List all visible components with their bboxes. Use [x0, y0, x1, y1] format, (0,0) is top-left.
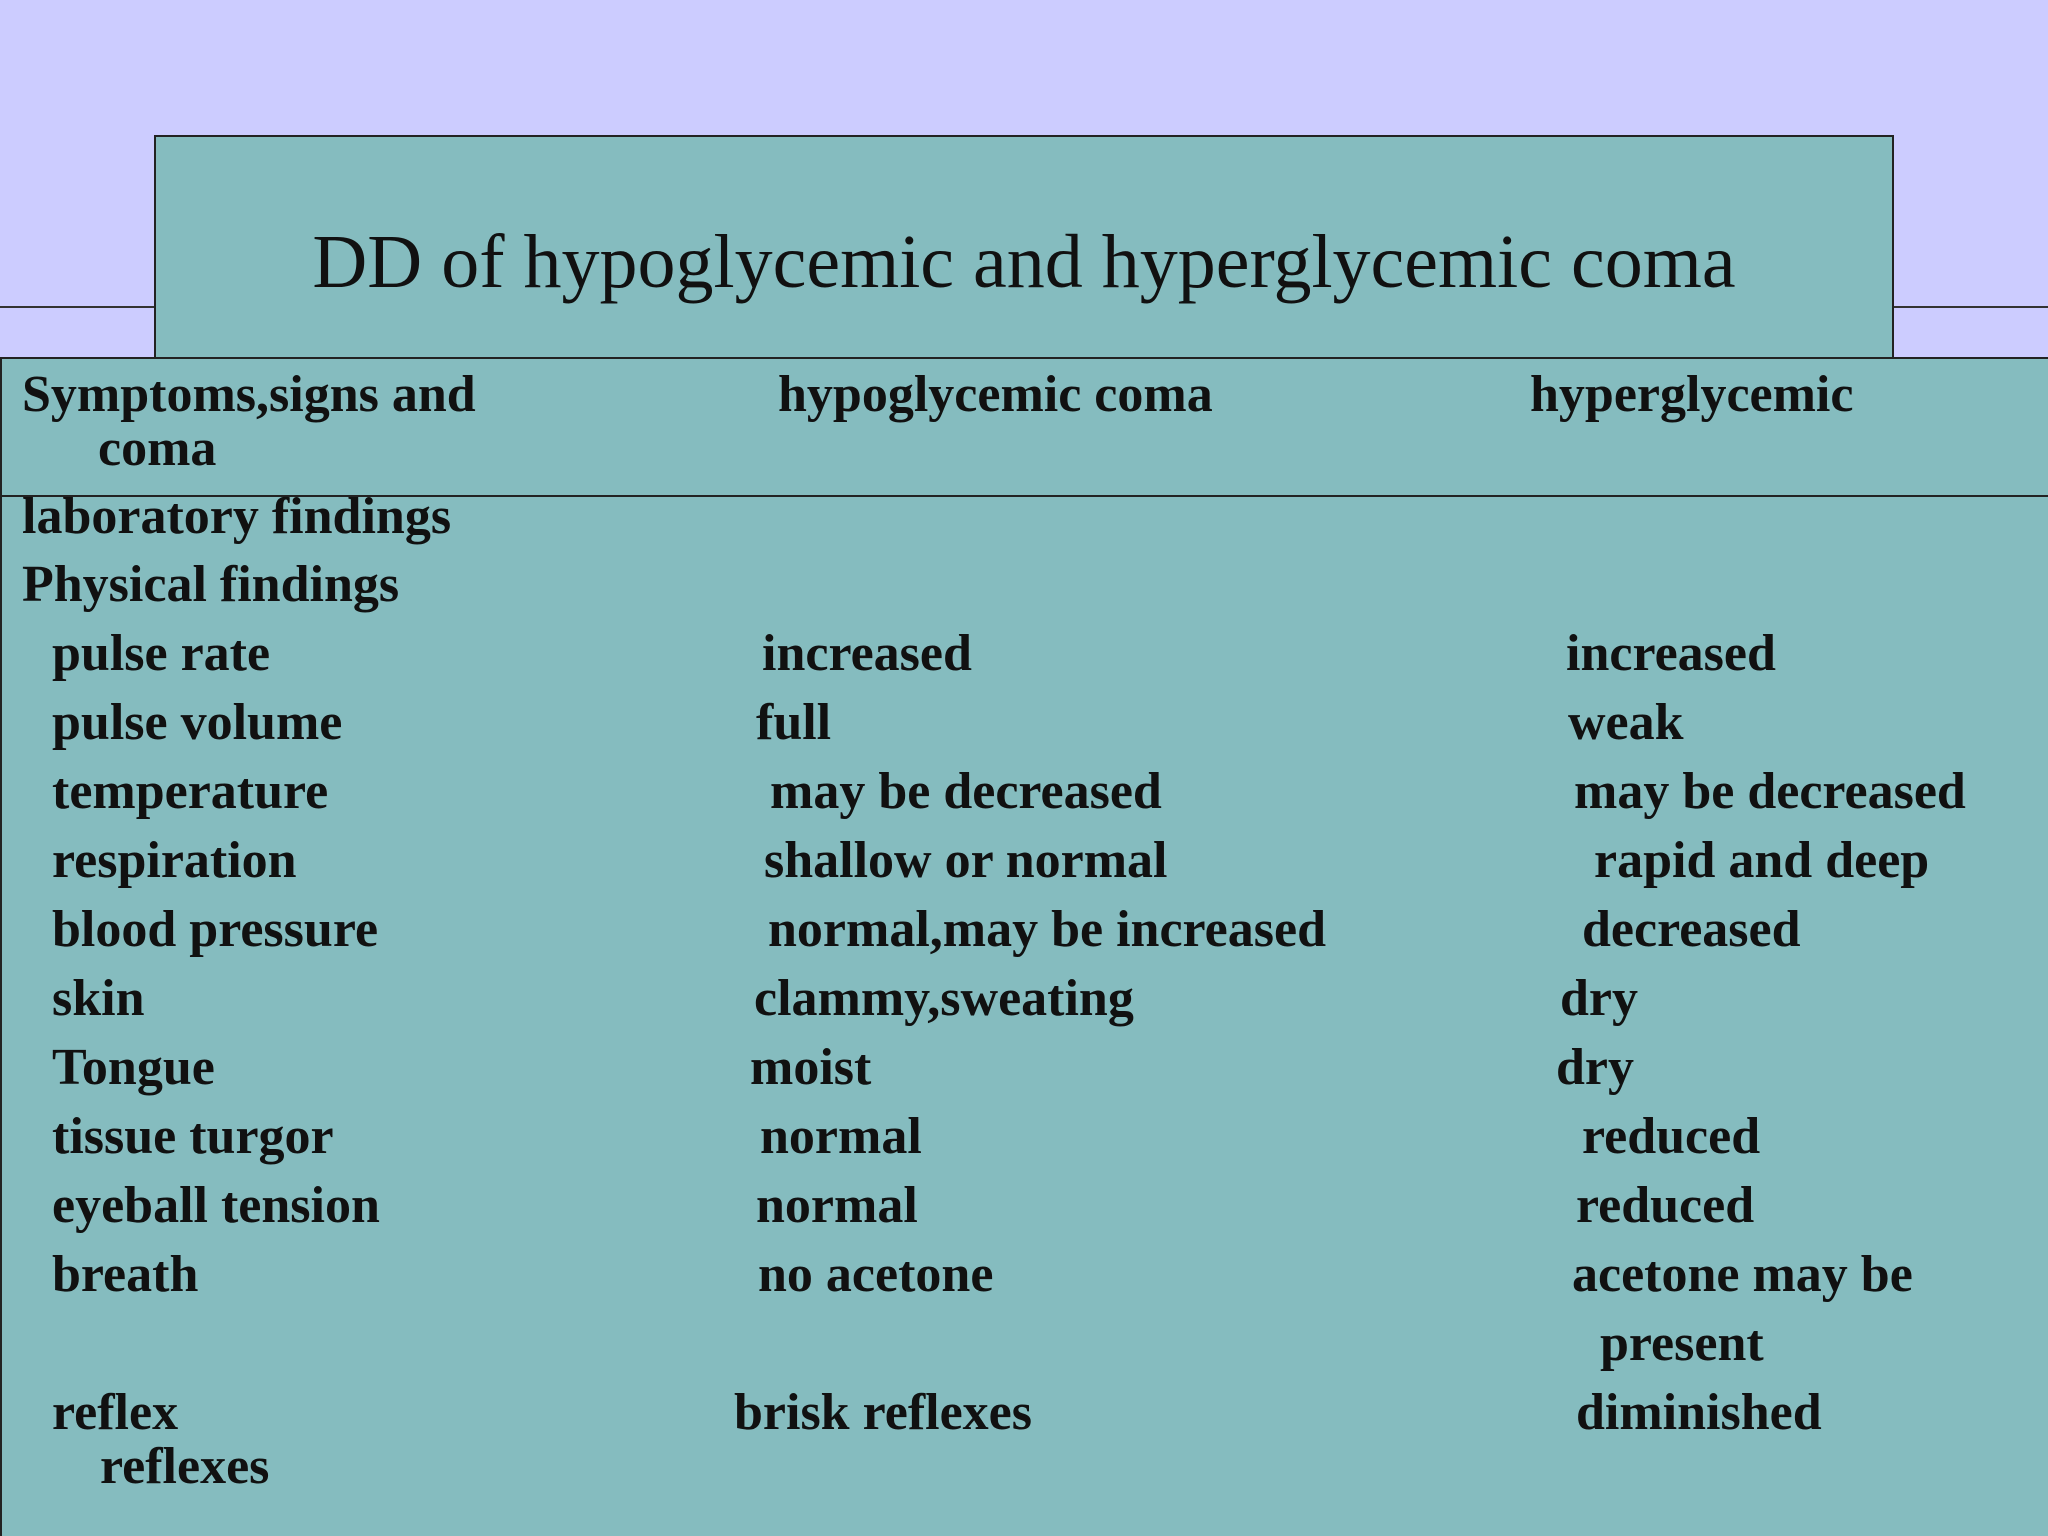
row-label: respiration	[52, 832, 297, 889]
row-hypo: normal	[760, 1108, 922, 1165]
comparison-table	[0, 357, 2048, 1536]
row-hyper: acetone may be	[1572, 1246, 1913, 1303]
section-laboratory-findings: laboratory findings	[22, 488, 452, 545]
row-hyper-wrap: present	[1600, 1315, 1764, 1372]
row-hypo: normal	[756, 1177, 918, 1234]
row-label: pulse volume	[52, 694, 343, 751]
row-hypo: shallow or normal	[764, 832, 1168, 889]
row-hyper: may be decreased	[1574, 763, 1966, 820]
section-physical-findings: Physical findings	[22, 556, 400, 613]
header-col-hyperglycemic-wrap: coma	[98, 420, 217, 477]
row-hyper: dry	[1556, 1039, 1634, 1096]
row-hypo: may be decreased	[770, 763, 1162, 820]
row-hypo: brisk reflexes	[734, 1384, 1032, 1441]
row-hypo: normal,may be increased	[768, 901, 1326, 958]
row-label: tissue turgor	[52, 1108, 334, 1165]
row-hyper: diminished	[1576, 1384, 1822, 1441]
row-hypo: full	[756, 694, 832, 751]
row-hyper: reduced	[1582, 1108, 1761, 1165]
row-hypo: clammy,sweating	[754, 970, 1134, 1027]
row-label: blood pressure	[52, 901, 379, 958]
row-hypo: no acetone	[758, 1246, 994, 1303]
row-hyper: rapid and deep	[1594, 832, 1930, 889]
header-col-symptoms: Symptoms,signs and	[22, 366, 476, 423]
row-label: reflex	[52, 1384, 179, 1441]
row-label-wrap: reflexes	[100, 1438, 270, 1495]
row-label: breath	[52, 1246, 199, 1303]
header-col-hypoglycemic: hypoglycemic coma	[778, 366, 1213, 423]
header-col-hyperglycemic: hyperglycemic	[1530, 366, 1854, 423]
row-label: pulse rate	[52, 625, 271, 682]
row-hypo: increased	[762, 625, 972, 682]
title-box	[154, 135, 1894, 359]
row-hyper: increased	[1566, 625, 1776, 682]
row-label: temperature	[52, 763, 329, 820]
row-label: skin	[52, 970, 145, 1027]
row-hypo: moist	[750, 1039, 872, 1096]
row-label: eyeball tension	[52, 1177, 380, 1234]
row-hyper: decreased	[1582, 901, 1801, 958]
row-hyper: dry	[1560, 970, 1638, 1027]
row-hyper: weak	[1568, 694, 1684, 751]
slide-title: DD of hypoglycemic and hyperglycemic coma	[312, 220, 1736, 304]
row-hyper: reduced	[1576, 1177, 1755, 1234]
row-label: Tongue	[52, 1039, 215, 1096]
